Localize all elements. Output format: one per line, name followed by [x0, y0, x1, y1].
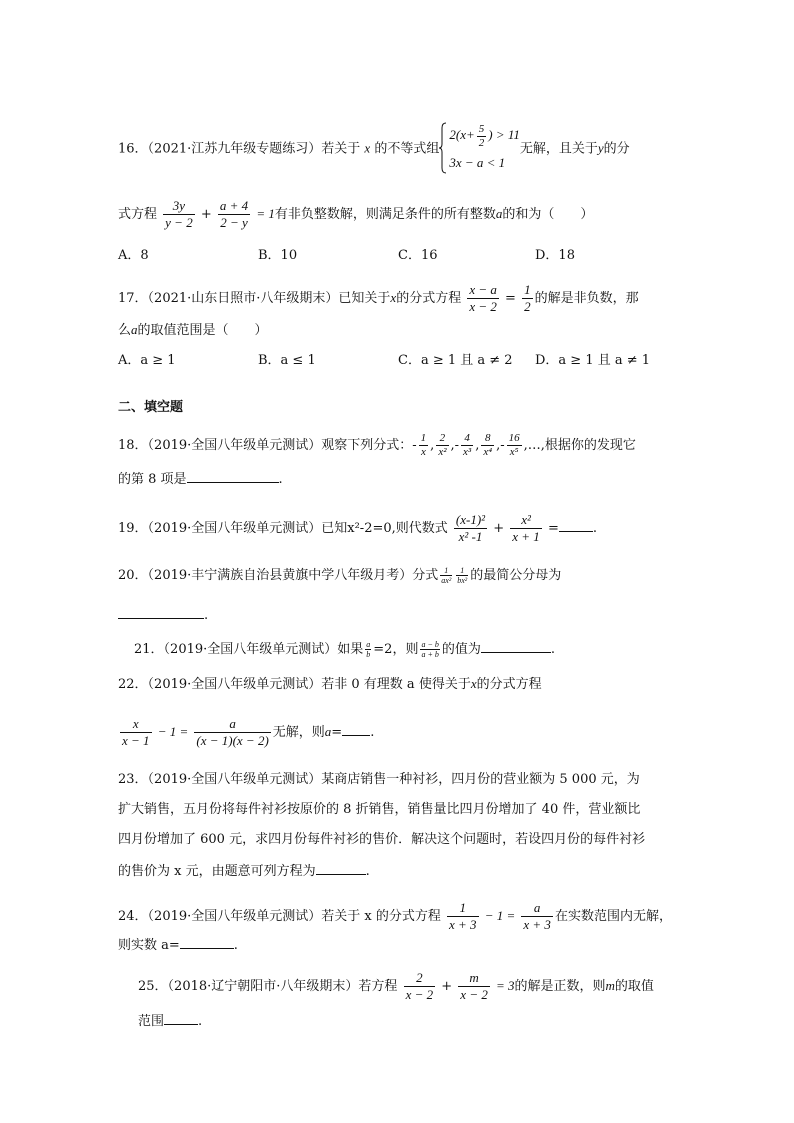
answer-blank[interactable] — [118, 604, 204, 619]
q16-option-a: A．8 — [118, 248, 149, 263]
answer-blank[interactable] — [164, 1010, 198, 1025]
fraction: $\frac{2}{x - 2}$ — [405, 970, 434, 1002]
fraction: $\frac{a + 4}{2 - y}$ — [219, 198, 249, 230]
fraction: $\frac{a}{x + 3}$ — [523, 900, 551, 932]
q17-source: （2021·山东日照市·八年级期末） — [147, 291, 339, 306]
q17-line1: 17．（2021·山东日照市·八年级期末）已知关于x的分式方程 $\frac{x - a}{x - 2}$ = $\frac{1}{2}$ 的解是非负数，那 — [118, 282, 639, 314]
q23-line1: 23．（2019·全国八年级单元测试）某商店销售一种衬衫，四月份的营业额为 5 000 元，为 — [118, 772, 640, 787]
q18-line2: 的第 8 项是 . — [118, 468, 283, 490]
q17-option-a: A．a ≥ 1 — [118, 353, 176, 368]
answer-blank[interactable] — [316, 860, 366, 875]
answer-blank[interactable] — [481, 638, 551, 653]
q24-source: （2019·全国八年级单元测试） — [147, 909, 322, 924]
fraction: $\frac{m}{x - 2}$ — [460, 970, 488, 1002]
q22-source: （2019·全国八年级单元测试） — [147, 677, 322, 692]
q24-line1: 24．（2019·全国八年级单元测试）若关于 x 的分式方程 $\frac{1}{x + 3}$ − 1 = $\frac{a}{x + 3}$ 在实数范围内无解， — [118, 900, 672, 932]
fraction: $\frac{\text{(x-1)²}}{\text{x² -1}}$ — [455, 512, 486, 544]
q16-line1: 16．（2021·江苏九年级专题练习）若关于 x 的不等式组 2(x+ $\frac{5}{2}$ ) > 11 3x − a < 1 无解，且关于y的分 — [118, 122, 630, 176]
answer-blank[interactable] — [187, 468, 279, 483]
q22-line2: $\frac{x}{x - 1}$ − 1 = $\frac{a}{(x - 1)(x - 2)}$ 无解，则a= . — [122, 716, 375, 748]
q16-option-b: B．10 — [258, 248, 298, 263]
fraction: $\frac{16}{\text{x⁵}}$ — [508, 432, 520, 458]
q20-line1: 20．（2019·丰宁满族自治县黄旗中学八年级月考）分式 $\frac{1}{\text{ax²}}$ $\frac{1}{\text{bx²}}$ 的最简公分母为 — [118, 566, 562, 585]
answer-blank[interactable] — [180, 934, 234, 949]
q17-option-b: B．a ≤ 1 — [258, 353, 316, 368]
q21-source: （2019·全国八年级单元测试） — [163, 642, 338, 657]
q23-line4: 的售价为 x 元，由题意可列方程为 . — [118, 860, 370, 882]
q16-option-c: C．16 — [398, 248, 438, 263]
answer-blank[interactable] — [342, 721, 370, 736]
q16-source: （2021·江苏九年级专题练习） — [147, 141, 322, 157]
q25-source: （2018·辽宁朝阳市·八年级期末） — [167, 979, 359, 994]
q17-option-d: D．a ≥ 1 且 a ≠ 1 — [535, 353, 651, 368]
fraction: $\frac{x - a}{x - 2}$ — [469, 282, 497, 314]
fraction: $\frac{8}{\text{x⁴}}$ — [483, 432, 493, 458]
fraction: $\frac{1}{x}$ — [420, 432, 427, 458]
q18-source: （2019·全国八年级单元测试） — [147, 438, 322, 453]
fraction: $\frac{a}{b}$ — [366, 640, 371, 659]
fraction: $\frac{3y}{y - 2}$ — [165, 198, 193, 230]
fraction: $\frac{a - b}{a + b}$ — [421, 640, 439, 659]
q19-source: （2019·全国八年级单元测试） — [147, 521, 322, 536]
q20-line2: . — [118, 604, 208, 626]
brace-icon — [439, 122, 447, 174]
section-title: 二、填空题 — [118, 400, 184, 415]
q16-option-d: D．18 — [535, 248, 575, 263]
q16-inequality-system: 2(x+ $\frac{5}{2}$ ) > 11 3x − a < 1 — [439, 122, 520, 176]
q21-line1: 21．（2019·全国八年级单元测试）如果 $\frac{a}{b}$ =2，则 $\frac{a - b}{a + b}$ 的值为 . — [134, 640, 556, 659]
fraction: $\frac{x}{x - 1}$ — [122, 716, 150, 748]
q23-line3: 四月份增加了 600 元，求四月份每件衬衫的售价．解决这个问题时，若设四月份的每件衬衫 — [118, 832, 646, 847]
fraction: $\frac{1}{x + 3}$ — [449, 900, 477, 932]
q25-line2: 范围 . — [138, 1010, 202, 1032]
q23-source: （2019·全国八年级单元测试） — [147, 772, 322, 787]
fraction: $\frac{1}{2}$ — [524, 282, 531, 314]
q16-line2: 式方程 $\frac{3y}{y - 2}$ + $\frac{a + 4}{2 - y}$ = 1有非负整数解，则满足条件的所有整数a的和为（ ） — [118, 198, 594, 230]
fraction: $\frac{\text{x²}}{x + 1}$ — [512, 512, 540, 544]
q19-line1: 19．（2019·全国八年级单元测试）已知x²-2=0,则代数式 $\frac{\text{(x-1)²}}{\text{x² -1}}$ + $\frac{\text{x²}}{x + 1}$ = . — [118, 512, 597, 544]
answer-blank[interactable] — [559, 517, 593, 532]
fraction: $\frac{1}{\text{bx²}}$ — [457, 566, 468, 585]
q23-line2: 扩大销售，五月份将每件衬衫按原价的 8 折销售，销售量比四月份增加了 40 件，营业额比 — [118, 802, 641, 817]
fraction: $\frac{4}{\text{x³}}$ — [463, 432, 472, 458]
q17-option-c: C．a ≥ 1 且 a ≠ 2 — [398, 353, 513, 368]
q24-line2: 则实数 a= . — [118, 934, 238, 956]
q20-source: （2019·丰宁满族自治县黄旗中学八年级月考） — [147, 568, 413, 583]
q25-line1: 25．（2018·辽宁朝阳市·八年级期末）若方程 $\frac{2}{x - 2}$ + $\frac{m}{x - 2}$ = 3的解是正数，则m的取值 — [138, 970, 654, 1002]
q22-line1: 22．（2019·全国八年级单元测试）若非 0 有理数 a 使得关于x的分式方程 — [118, 676, 542, 692]
fraction: $\frac{1}{\text{ax²}}$ — [441, 566, 452, 585]
fraction: $\frac{a}{(x - 1)(x - 2)}$ — [196, 716, 269, 748]
fraction: $\frac{2}{\text{x²}}$ — [438, 432, 447, 458]
q17-line2: 么a的取值范围是（ ） — [118, 322, 268, 338]
q18-line1: 18．（2019·全国八年级单元测试）观察下列分式：- $\frac{1}{x}$ , $\frac{2}{\text{x²}}$ ,- $\frac{4}{\text{x³}}$ , $\frac{8}{\text{x⁴}}$ ,- $\frac{16}{\text{x⁵}}$ ,…,根据你的发现它 — [118, 432, 636, 458]
